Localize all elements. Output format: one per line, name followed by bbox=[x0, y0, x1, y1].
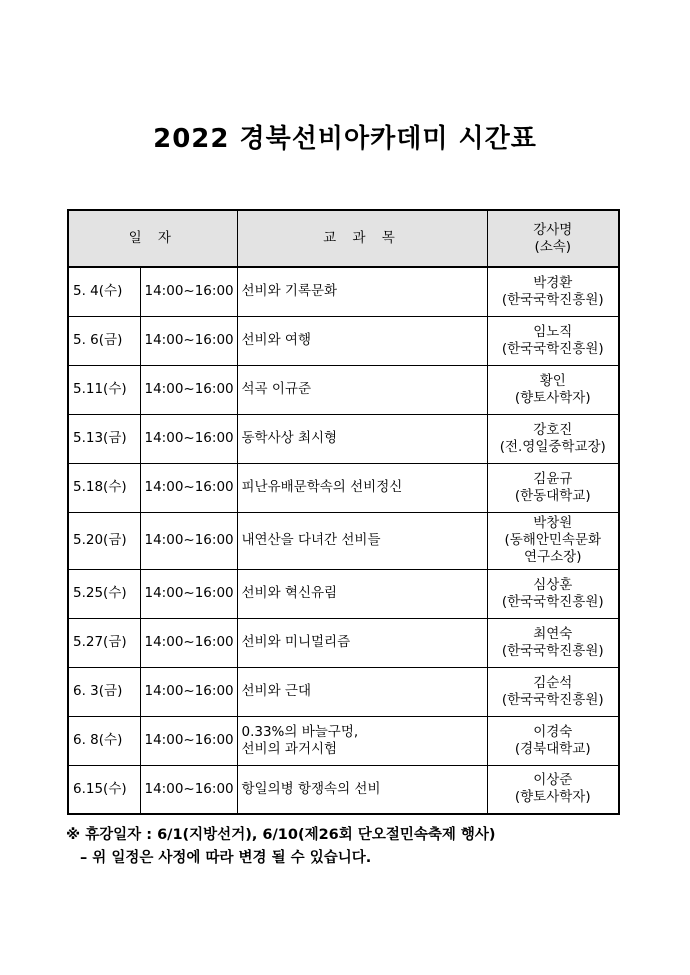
date-cell: 5.20(금) bbox=[68, 512, 140, 569]
lecturer-affiliation: (한국국학진흥원) bbox=[501, 340, 604, 357]
subject-line: 선비와 미니멀리즘 bbox=[241, 634, 351, 651]
time-cell: 14:00~16:00 bbox=[140, 463, 237, 512]
table-row bbox=[68, 365, 619, 414]
notes bbox=[66, 824, 496, 870]
table-row bbox=[68, 512, 619, 569]
subject-cell bbox=[237, 569, 487, 618]
date-cell: 6. 8(수) bbox=[68, 716, 140, 765]
lecturer-cell bbox=[487, 569, 619, 618]
lecturer-affiliation: (동해안민속문화 bbox=[504, 532, 602, 549]
time-cell: 14:00~16:00 bbox=[140, 716, 237, 765]
table-row bbox=[68, 414, 619, 463]
time-cell: 14:00~16:00 bbox=[140, 414, 237, 463]
subject-line: 석곡 이규준 bbox=[241, 381, 311, 398]
lecturer-affiliation: (한국국학진흥원) bbox=[501, 691, 604, 708]
subject-cell bbox=[237, 414, 487, 463]
subject-cell bbox=[237, 512, 487, 569]
lecturer-cell bbox=[487, 618, 619, 667]
date-cell: 6.15(수) bbox=[68, 765, 140, 814]
lecturer-name: 이경숙 bbox=[533, 723, 573, 740]
lecturer-cell bbox=[487, 365, 619, 414]
lecturer-name: 황인 bbox=[539, 372, 566, 389]
lecturer-affiliation: (한국국학진흥원) bbox=[501, 291, 604, 308]
time-cell: 14:00~16:00 bbox=[140, 267, 237, 316]
subject-line: 항일의병 항쟁속의 선비 bbox=[241, 780, 381, 797]
date-cell: 5.13(금) bbox=[68, 414, 140, 463]
header-subject: 교 과 목 bbox=[237, 210, 487, 267]
lecturer-cell bbox=[487, 463, 619, 512]
date-cell: 5.27(금) bbox=[68, 618, 140, 667]
table-row bbox=[68, 463, 619, 512]
subject-line: 피난유배문학속의 선비정신 bbox=[241, 479, 403, 496]
subject-cell bbox=[237, 667, 487, 716]
lecturer-cell bbox=[487, 667, 619, 716]
subject-cell bbox=[237, 765, 487, 814]
subject-cell bbox=[237, 716, 487, 765]
date-cell: 5.25(수) bbox=[68, 569, 140, 618]
subject-line: 선비와 근대 bbox=[241, 683, 311, 700]
date-cell: 5.18(수) bbox=[68, 463, 140, 512]
time-cell: 14:00~16:00 bbox=[140, 765, 237, 814]
lecturer-affiliation: (한국국학진흥원) bbox=[501, 642, 604, 659]
table-row bbox=[68, 716, 619, 765]
subject-cell bbox=[237, 618, 487, 667]
subject-line: 선비와 기록문화 bbox=[241, 283, 338, 300]
table-row bbox=[68, 316, 619, 365]
schedule-table bbox=[67, 209, 620, 815]
time-cell: 14:00~16:00 bbox=[140, 365, 237, 414]
subject-cell bbox=[237, 463, 487, 512]
lecturer-cell bbox=[487, 716, 619, 765]
table-row bbox=[68, 569, 619, 618]
lecturer-name: 최연숙 bbox=[533, 625, 573, 642]
lecturer-affiliation: (한국국학진흥원) bbox=[501, 593, 604, 610]
table-row bbox=[68, 765, 619, 814]
lecturer-cell bbox=[487, 512, 619, 569]
subject-line: 동학사상 최시형 bbox=[241, 430, 338, 447]
time-cell: 14:00~16:00 bbox=[140, 618, 237, 667]
subject-line: 선비의 과거시험 bbox=[241, 740, 338, 757]
lecturer-cell bbox=[487, 267, 619, 316]
change-note: – 위 일정은 사정에 따라 변경 될 수 있습니다. bbox=[80, 850, 372, 866]
lecturer-affiliation: 연구소장) bbox=[524, 548, 582, 565]
time-cell: 14:00~16:00 bbox=[140, 316, 237, 365]
page-title: 2022 경북선비아카데미 시간표 bbox=[153, 124, 537, 154]
lecturer-name: 박창원 bbox=[533, 515, 573, 532]
lecturer-cell bbox=[487, 414, 619, 463]
lecturer-name: 김윤규 bbox=[533, 470, 573, 487]
holiday-note: ※ 휴강일자 : 6/1(지방선거), 6/10(제26회 단오절민속축제 행사) bbox=[66, 827, 496, 843]
lecturer-name: 임노직 bbox=[533, 323, 573, 340]
table-row bbox=[68, 618, 619, 667]
time-cell: 14:00~16:00 bbox=[140, 667, 237, 716]
subject-cell bbox=[237, 365, 487, 414]
subject-cell bbox=[237, 267, 487, 316]
subject-cell bbox=[237, 316, 487, 365]
lecturer-name: 강호진 bbox=[533, 421, 573, 438]
lecturer-cell bbox=[487, 316, 619, 365]
table-header-row bbox=[68, 210, 619, 267]
table-row bbox=[68, 667, 619, 716]
lecturer-affiliation: (향토사학자) bbox=[514, 389, 591, 406]
table-row bbox=[68, 267, 619, 316]
lecturer-affiliation: (전.영일중학교장) bbox=[499, 438, 606, 455]
date-cell: 5.11(수) bbox=[68, 365, 140, 414]
time-cell: 14:00~16:00 bbox=[140, 569, 237, 618]
lecturer-cell bbox=[487, 765, 619, 814]
subject-line: 0.33%의 바늘구멍, bbox=[241, 723, 359, 740]
subject-line: 선비와 여행 bbox=[241, 332, 311, 349]
date-cell: 5. 4(수) bbox=[68, 267, 140, 316]
header-lecturer: 강사명 (소속) bbox=[487, 210, 619, 267]
lecturer-name: 박경환 bbox=[533, 274, 573, 291]
lecturer-name: 이상준 bbox=[533, 772, 573, 789]
subject-line: 내연산을 다녀간 선비들 bbox=[241, 532, 381, 549]
date-cell: 5. 6(금) bbox=[68, 316, 140, 365]
lecturer-affiliation: (경북대학교) bbox=[514, 740, 591, 757]
lecturer-affiliation: (한동대학교) bbox=[514, 487, 591, 504]
lecturer-name: 심상훈 bbox=[533, 576, 573, 593]
date-cell: 6. 3(금) bbox=[68, 667, 140, 716]
subject-line: 선비와 혁신유림 bbox=[241, 585, 338, 602]
header-date: 일 자 bbox=[68, 210, 237, 267]
lecturer-name: 김순석 bbox=[533, 674, 573, 691]
lecturer-affiliation: (향토사학자) bbox=[514, 789, 591, 806]
time-cell: 14:00~16:00 bbox=[140, 512, 237, 569]
